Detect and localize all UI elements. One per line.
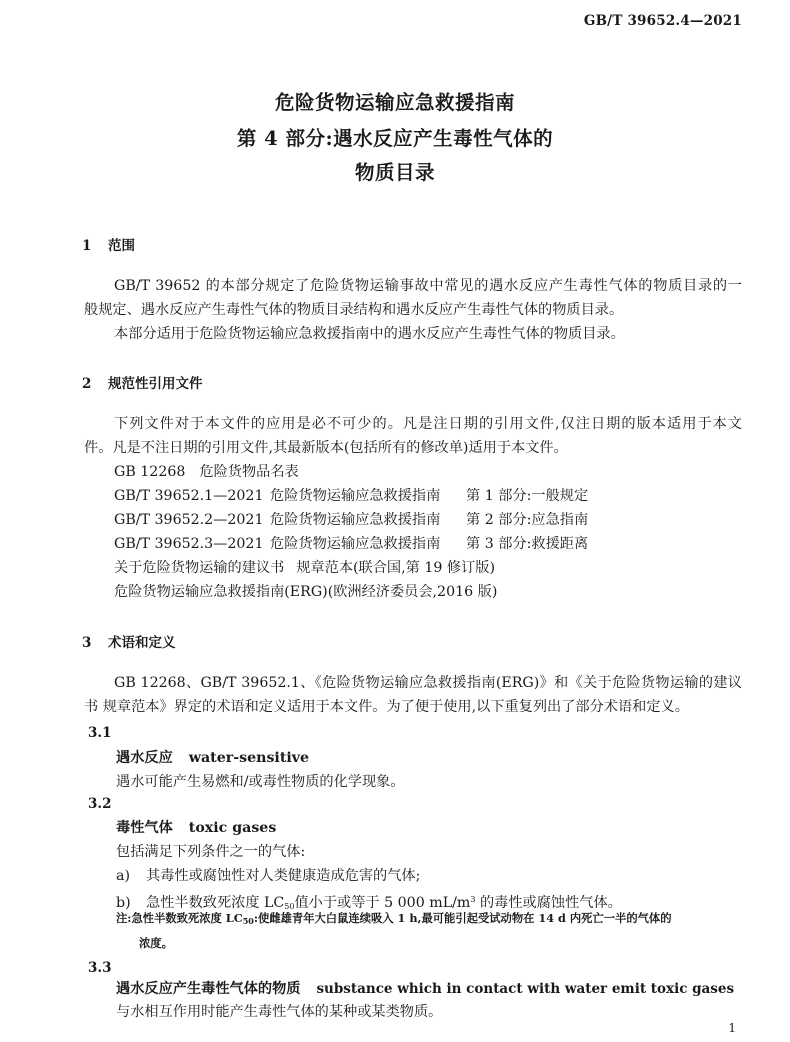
section-title: 规范性引用文件 [108, 376, 203, 392]
term-heading [116, 979, 734, 999]
list-item: a) 其毒性或腐蚀性对人类健康造成危害的气体; [116, 868, 421, 884]
term-cn: 毒性气体 [116, 820, 173, 836]
term-number: 3.3 [88, 960, 112, 976]
reference-item: GB/T 39652.2—2021 危险货物运输应急救援指南 第 2 部分:应急指南 [114, 512, 589, 528]
term-cn: 遇水反应产生毒性气体的物质 [116, 981, 301, 997]
standard-code: GB/T 39652.4—2021 [583, 13, 742, 29]
paragraph-line: GB/T 39652 的本部分规定了危险货物运输事故中常见的遇水反应产生毒性气体的物质目录的一 [114, 278, 742, 294]
document-title-line-1: 危险货物运输应急救援指南 [274, 91, 515, 114]
term-definition: 遇水可能产生易燃和/或毒性物质的化学现象。 [116, 774, 405, 790]
section-number: 2 [82, 376, 92, 392]
reference-item: 关于危险货物运输的建议书 规章范本(联合国,第 19 修订版) [114, 560, 495, 576]
term-heading [116, 748, 309, 768]
paragraph-line: 书 规章范本》界定的术语和定义适用于本文件。为了便于使用,以下重复列出了部分术语和定义。 [84, 699, 689, 715]
paragraph-line: 件。凡是不注日期的引用文件,其最新版本(包括所有的修改单)适用于本文件。 [84, 440, 568, 456]
reference-item: 危险货物运输应急救援指南(ERG)(欧洲经济委员会,2016 版) [114, 584, 498, 600]
section-3-heading [82, 631, 176, 651]
term-heading [116, 818, 276, 838]
list-label: a) [116, 868, 130, 884]
term-number: 3.2 [88, 796, 112, 812]
note: 注:急性半数致死浓度 $LC_{50}$:使雌雄青年大白鼠连续吸入 1 h,最可能引起受试动物在 14 d 内死亡一半的气体的 [116, 911, 672, 926]
paragraph-line: 般规定、遇水反应产生毒性气体的物质目录结构和遇水反应产生毒性气体的物质目录。 [84, 302, 624, 318]
section-number: 1 [82, 238, 92, 254]
reference-item: GB/T 39652.3—2021 危险货物运输应急救援指南 第 3 部分:救援距离 [114, 536, 589, 552]
paragraph-line: 本部分适用于危险货物运输应急救援指南中的遇水反应产生毒性气体的物质目录。 [114, 326, 625, 342]
reference-item: GB/T 39652.1—2021 危险货物运输应急救援指南 第 1 部分:一般规定 [114, 488, 589, 504]
paragraph-line: GB 12268、GB/T 39652.1、《危险货物运输应急救援指南(ERG)》和《关于危险货物运输的建议 [114, 675, 742, 691]
section-number: 3 [82, 635, 92, 651]
paragraph-line: 下列文件对于本文件的应用是必不可少的。凡是注日期的引用文件,仅注日期的版本适用于本文 [114, 416, 742, 432]
term-en: toxic gases [188, 820, 277, 836]
note-continuation: 浓度。 [139, 936, 173, 950]
section-title: 术语和定义 [108, 635, 176, 651]
section-title: 范围 [108, 238, 135, 254]
section-2-heading [82, 372, 203, 392]
list-item: b) 急性半数致死浓度 $LC_{50}$值小于或等于 5 000 $mL/m^3$ 的毒性或腐蚀性气体。 [116, 895, 622, 911]
list-label: b) [116, 895, 131, 911]
document-title-line-3: 物质目录 [354, 161, 435, 184]
page-number: 1 [728, 1021, 736, 1035]
term-en: water-sensitive [188, 750, 310, 766]
reference-item: GB 12268 危险货物品名表 [114, 464, 299, 480]
term-definition: 与水相互作用时能产生毒性气体的某种或某类物质。 [116, 1004, 443, 1020]
term-number: 3.1 [88, 725, 112, 741]
term-en: substance which in contact with water emit toxic gases [316, 981, 735, 997]
note-label: 注: [116, 911, 132, 925]
document-title-line-2: 第 4 部分:遇水反应产生毒性气体的 [236, 127, 554, 150]
section-1-heading [82, 234, 135, 254]
term-cn: 遇水反应 [116, 750, 173, 766]
term-definition: 包括满足下列条件之一的气体: [116, 844, 306, 860]
